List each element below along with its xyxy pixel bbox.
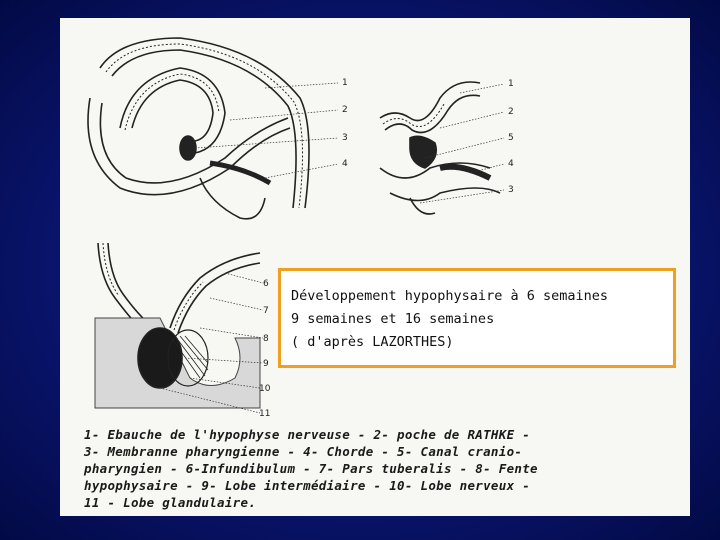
caption-line-2: 9 semaines et 16 semaines [291, 311, 495, 327]
drawing-16-weeks [95, 243, 260, 408]
scanned-figure-sheet [60, 18, 690, 516]
caption-line-1: Développement hypophysaire à 6 semaines [291, 288, 608, 304]
caption-line-3: ( d'après LAZORTHES) [291, 334, 454, 350]
legend-line-1: 1- Ebauche de l'hypophyse nerveuse - 2- poche de RATHKE - [84, 427, 531, 442]
num-bl-7: 7 [263, 306, 269, 316]
num-tl-2: 2 [342, 105, 348, 115]
legend-text [84, 426, 684, 511]
num-bl-10: 10 [259, 384, 271, 394]
num-bl-8: 8 [263, 334, 269, 344]
num-tl-1: 1 [342, 78, 348, 88]
legend-line-5: 11 - Lobe glandulaire. [84, 495, 257, 510]
drawing-6-weeks [88, 38, 309, 219]
num-bl-9: 9 [263, 359, 269, 369]
num-bl-11: 11 [259, 409, 271, 419]
legend-line-4: hypophysaire - 9- Lobe intermédiaire - 10- Lobe nerveux - [84, 478, 531, 493]
num-tr-1: 1 [508, 79, 514, 89]
num-tl-4: 4 [342, 159, 348, 169]
drawing-9-weeks [380, 82, 500, 214]
num-tr-3: 3 [508, 185, 514, 195]
num-tl-3: 3 [342, 133, 348, 143]
num-tr-4: 4 [508, 159, 514, 169]
num-tr-2: 2 [508, 107, 514, 117]
num-tr-5: 5 [508, 133, 514, 143]
caption-box [278, 268, 676, 368]
legend-line-2: 3- Membranne pharyngienne - 4- Chorde - 5- Canal cranio- [84, 444, 523, 459]
legend-line-3: pharyngien - 6-Infundibulum - 7- Pars tuberalis - 8- Fente [84, 461, 538, 476]
num-bl-6: 6 [263, 279, 269, 289]
